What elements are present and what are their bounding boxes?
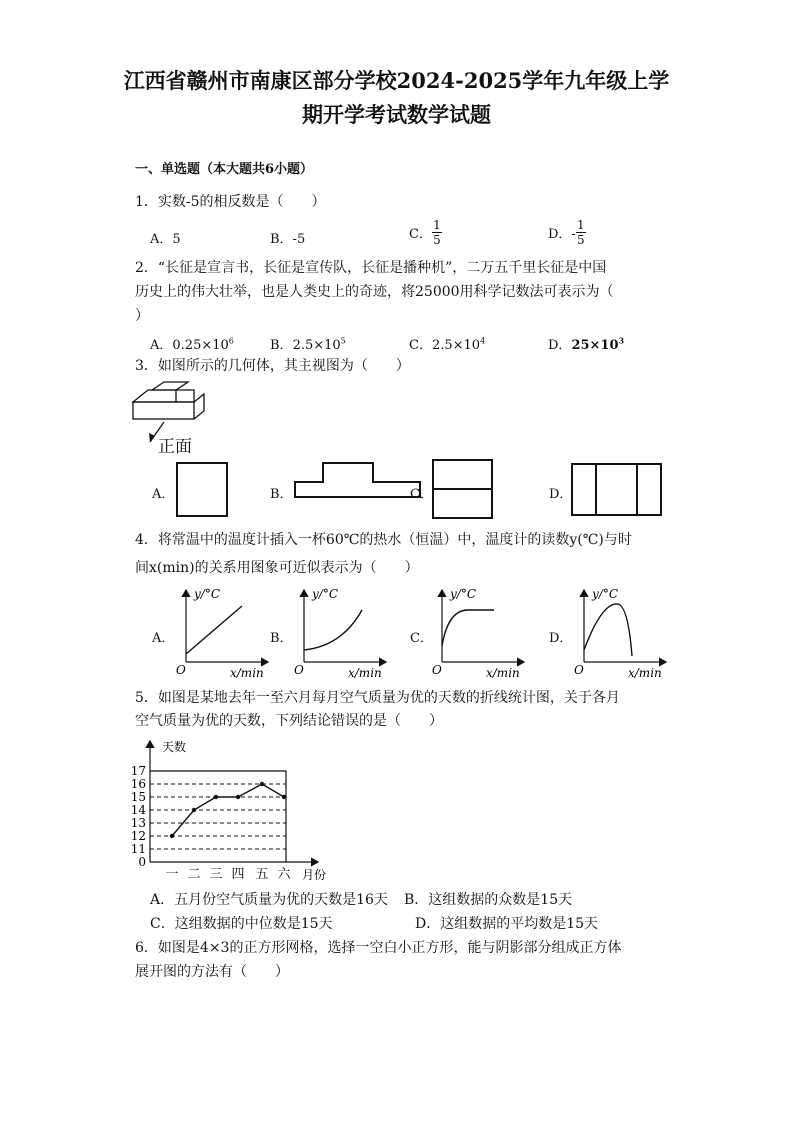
q4-d-origin: O <box>574 663 584 677</box>
q4-option-a: A． <box>152 631 175 646</box>
q5-y-label: 天数 <box>162 740 187 754</box>
q1-option-a: A．5 <box>150 232 181 247</box>
q5-x-tick-label: 六 <box>277 867 291 882</box>
q5-line1: 5．如图是某地去年一至六月每月空气质量为优的天数的折线统计图，关于各月 <box>135 690 620 706</box>
q3-option-b-view <box>293 461 423 501</box>
q2-option-b <box>270 334 346 353</box>
q5-data-point <box>170 834 174 838</box>
q2-c-base: 2.5×10 <box>431 338 481 353</box>
page-title-line1: 江西省赣州市南康区部分学校2024-2025学年九年级上学 <box>123 68 670 93</box>
q5-x-tick-label: 四 <box>231 867 245 882</box>
q4-a-x-label: x/min <box>230 666 264 680</box>
q1-c-denominator: 5 <box>433 233 441 247</box>
q5-y-tick-label: 12 <box>130 829 146 843</box>
q6-line1: 6．如图是4×3的正方形网格，选择一空白小正方形，能与阴影部分组成正方体 <box>135 940 622 956</box>
q5-x-label: 月份 <box>302 868 327 882</box>
q5-line2: 空气质量为优的天数，下列结论错误的是（ ） <box>135 713 443 729</box>
q5-data-point <box>260 782 264 786</box>
q4-a-y-label: y/°C <box>194 587 221 601</box>
q4-graph-c <box>428 584 528 680</box>
q4-d-x-label: x/min <box>628 666 662 680</box>
q1-d-numerator: 1 <box>577 218 585 232</box>
q5-option-a: A．五月份空气质量为优的天数是16天 <box>150 892 388 908</box>
q1-option-b: B．-5 <box>270 232 306 247</box>
q4-b-curve <box>304 610 362 650</box>
q2-line1: 2．“长征是宣言书，长征是宣传队，长征是播种机”，二万五千里长征是中国 <box>135 260 607 276</box>
q3-option-d: D． <box>549 487 573 502</box>
q5-y-tick-label: 13 <box>130 816 146 830</box>
q5-option-d: D．这组数据的平均数是15天 <box>415 916 599 932</box>
q1-option-d <box>548 218 586 247</box>
q5-x-tick-label: 五 <box>255 867 269 882</box>
q4-b-y-label: y/°C <box>312 587 339 601</box>
q5-y-tick-label: 16 <box>130 777 146 791</box>
q2-option-c <box>409 334 485 353</box>
q2-option-a <box>150 334 234 353</box>
q4-graph-a <box>172 584 272 680</box>
q4-c-x-label: x/min <box>486 666 520 680</box>
q4-line2: 间x(min)的关系用图象可近似表示为（ ） <box>135 560 419 576</box>
q5-x-tick-label: 二 <box>187 867 201 882</box>
q3-option-c: C． <box>410 487 433 502</box>
q2-a-label: A． <box>150 338 173 353</box>
q2-b-base: 2.5×10 <box>292 338 341 353</box>
q4-a-origin: O <box>176 663 186 677</box>
q3-option-a: A． <box>152 487 175 502</box>
q4-graph-d <box>570 584 670 680</box>
q2-d-exp: 3 <box>618 335 625 346</box>
q5-option-c: C．这组数据的中位数是15天 <box>150 916 333 932</box>
q5-data-point <box>236 795 240 799</box>
q1-option-d-label: D．- <box>548 227 576 242</box>
q4-option-b: B． <box>270 631 293 646</box>
q2-a-exp: 6 <box>228 336 234 346</box>
q3-option-d-view <box>570 462 664 518</box>
q4-b-origin: O <box>294 663 304 677</box>
q5-y-tick-label: 14 <box>130 803 146 817</box>
q5-option-b: B．这组数据的众数是15天 <box>404 892 573 908</box>
page-title-line2: 期开学考试数学试题 <box>302 102 491 127</box>
q1-stem: 1．实数-5的相反数是（ ） <box>135 194 326 210</box>
q1-d-denominator: 5 <box>577 233 585 247</box>
q4-option-c: C． <box>410 631 433 646</box>
q5-y-tick-label: 15 <box>130 790 146 804</box>
q4-d-curve <box>584 604 632 656</box>
q1-c-numerator: 1 <box>433 218 441 232</box>
q4-graph-b <box>290 584 390 680</box>
q3-option-b: B． <box>270 487 293 502</box>
q2-option-d <box>548 334 624 353</box>
q4-c-origin: O <box>432 663 442 677</box>
q2-line3: ） <box>135 308 149 324</box>
section-header: 一、单选题（本大题共6小题） <box>135 162 314 177</box>
q1-option-c-label: C． <box>409 227 432 242</box>
q2-d-base: 25×10 <box>571 338 619 353</box>
q3-option-c-view <box>431 458 495 522</box>
q5-line-chart <box>128 735 348 883</box>
q2-c-exp: 4 <box>480 336 486 346</box>
q4-a-curve <box>186 606 242 654</box>
q1-option-c-fraction <box>432 218 442 247</box>
q5-y-tick-label: 17 <box>130 764 146 778</box>
q4-option-d: D． <box>549 631 573 646</box>
q4-c-curve <box>442 610 494 646</box>
q2-d-label: D． <box>548 338 572 353</box>
q2-a-base: 0.25×10 <box>172 338 229 353</box>
q3-option-a-view <box>175 461 230 519</box>
q1-option-c <box>409 218 442 247</box>
q2-line2: 历史上的伟大壮举，也是人类史上的奇迹，将25000用科学记数法可表示为（ <box>135 284 614 300</box>
q5-data-point <box>282 795 286 799</box>
q4-d-y-label: y/°C <box>592 587 619 601</box>
q3-stem: 3．如图所示的几何体，其主视图为（ ） <box>135 358 410 374</box>
q4-b-x-label: x/min <box>348 666 382 680</box>
q5-y-tick-label: 0 <box>138 855 146 869</box>
q5-chart-frame <box>150 771 286 862</box>
q4-c-y-label: y/°C <box>450 587 477 601</box>
q5-x-tick-label: 一 <box>165 867 179 882</box>
q2-b-label: B． <box>270 338 293 353</box>
q6-line2: 展开图的方法有（ ） <box>135 964 289 980</box>
q1-option-d-fraction <box>576 218 586 247</box>
q3-front-label: 正面 <box>158 437 192 457</box>
q4-line1: 4．将常温中的温度计插入一杯60℃的热水（恒温）中，温度计的读数y(℃)与时 <box>135 532 632 548</box>
q2-c-label: C． <box>409 338 432 353</box>
q5-x-tick-label: 三 <box>209 867 223 882</box>
q2-b-exp: 5 <box>340 336 346 346</box>
q5-data-point <box>214 795 218 799</box>
q5-data-point <box>192 808 196 812</box>
q5-y-tick-label: 11 <box>130 842 146 856</box>
